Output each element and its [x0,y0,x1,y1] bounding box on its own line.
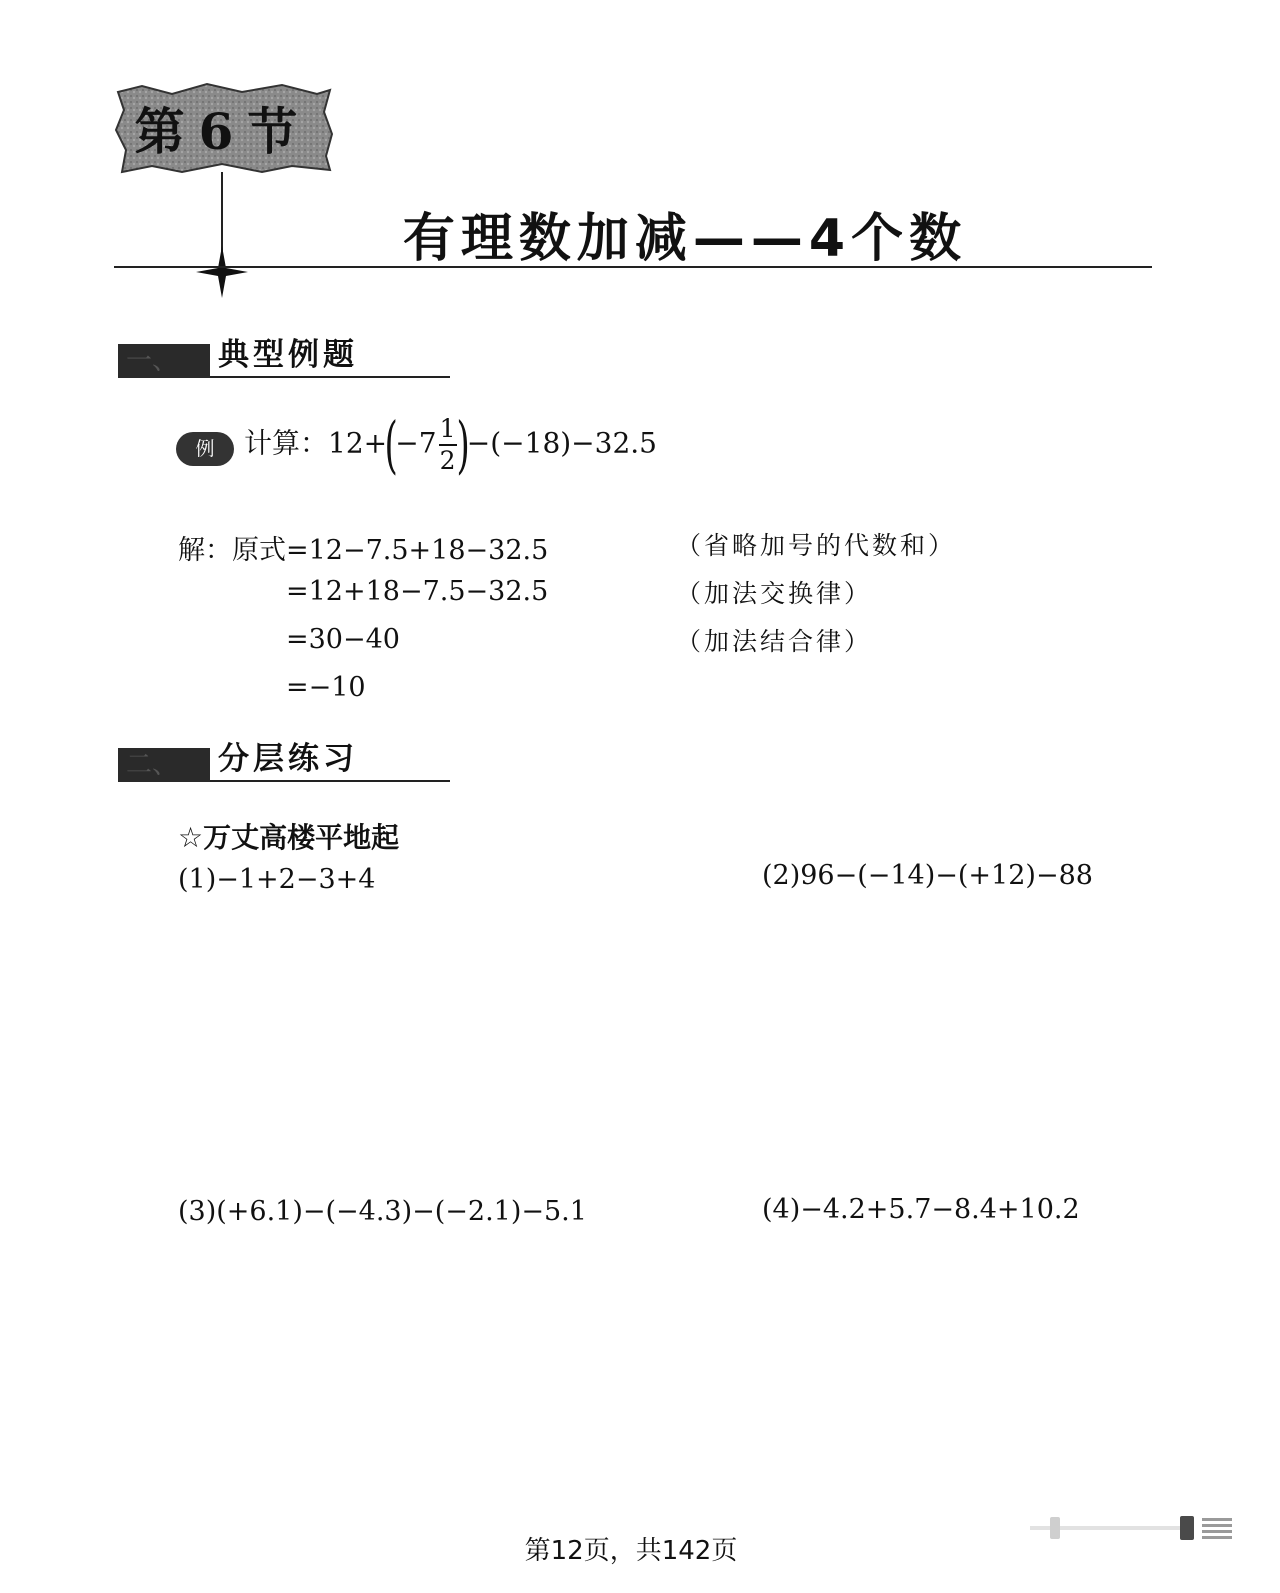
solution-note-3: （加法结合律） [676,627,873,656]
four-point-star-icon [196,246,248,298]
section-header-examples [118,330,450,378]
solution-line-3: =30−40 [286,624,400,655]
header-rule [210,780,450,782]
header-label: 分层练习 [218,741,358,777]
expr-whole: −7 [395,426,437,460]
header-number: 一、 [126,346,179,376]
open-paren: ( [384,408,398,481]
problem-4: (4)−4.2+5.7−8.4+10.2 [762,1194,1080,1225]
solution-line-4: =−10 [286,672,366,703]
header-label: 典型例题 [218,337,358,373]
solution-line-1: 解：原式=12−7.5+18−32.5 [178,535,549,566]
page-scroll-control[interactable] [1030,1514,1235,1542]
example-expression [244,408,657,481]
header-rule [210,376,450,378]
close-paren: ) [456,408,470,481]
section-badge [112,82,334,174]
expr-rest: −(−18)−32.5 [466,426,657,460]
fraction-denominator: 2 [439,446,456,475]
page-footer: 第12页，共142页 [524,1536,738,1566]
menu-lines-icon[interactable] [1202,1518,1232,1539]
scroll-thumb[interactable] [1180,1516,1194,1540]
problem-1: (1)−1+2−3+4 [178,864,376,895]
badge-text: 第6节 [134,102,312,161]
solution-note-1: （省略加号的代数和） [676,531,957,560]
solution-line-2: =12+18−7.5−32.5 [286,576,549,607]
fraction [439,416,457,474]
header-number: 二、 [126,750,179,780]
fraction-numerator: 1 [439,414,456,443]
page-title: 有理数加减——4个数 [402,209,968,269]
solution-note-2: （加法交换律） [676,579,873,608]
problem-3: (3)(+6.1)−(−4.3)−(−2.1)−5.1 [178,1196,587,1227]
example-badge: 例 [176,432,234,466]
scroll-tick [1050,1517,1060,1539]
practice-heading: ☆万丈高楼平地起 [178,821,400,854]
section-header-practice [118,734,450,782]
expr-prefix: 计算：12+ [244,426,388,460]
problem-2: (2)96−(−14)−(+12)−88 [762,860,1093,891]
